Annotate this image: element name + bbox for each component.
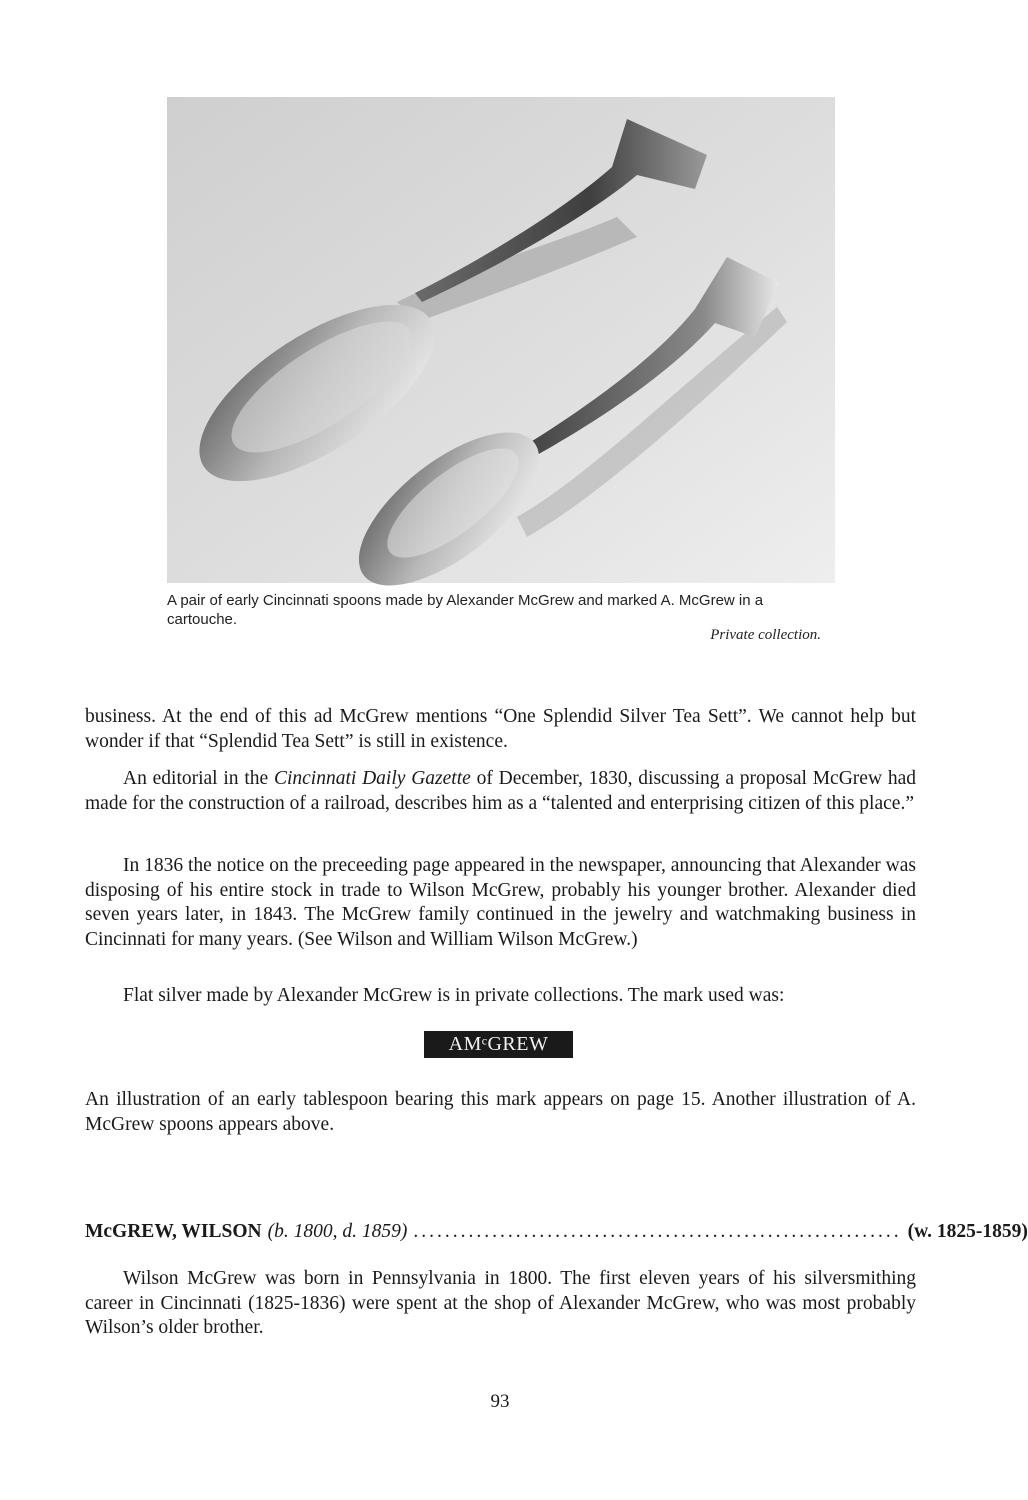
entry-life-dates: (b. 1800, d. 1859) [267,1221,408,1242]
body-paragraph: Flat silver made by Alexander McGrew is in private collections. The mark used was: [123,985,785,1006]
figure-caption: A pair of early Cincinnati spoons made by Alexander McGrew and marked A. McGrew in a cartouche. [167,592,764,628]
page-number: 93 [490,1391,510,1412]
text-run: An editorial in the [123,768,274,789]
maker-mark: AMᶜGREW [424,1031,573,1058]
body-paragraph: An illustration of an early tablespoon bearing this mark appears on page 15. Another illustration of A. McGrew spoons appears above. [85,1089,916,1135]
photo-credit: Private collection. [710,627,821,643]
entry-heading [85,1218,1028,1246]
newspaper-title: Cincinnati Daily Gazette [273,768,471,789]
entry-working-dates: (w. 1825-1859) [907,1221,1028,1242]
entry-name: McGREW, WILSON [85,1221,262,1242]
body-paragraph: In 1836 the notice on the preceeding page appeared in the newspaper, announcing that Alexander was disposing of his entire stock in trade to Wilson McGrew, probably his younger brother. Alexander died seven years later, in 1843. The McGrew family continued in the jewelry and watchmaking business in Cincinnati for many years. (See Wilson and William Wilson McGrew.) [85,855,917,950]
dot-leader: .............................................................. [413,1221,902,1242]
spoons-photograph [167,97,835,583]
body-paragraph [85,767,916,816]
body-paragraph: Wilson McGrew was born in Pennsylvania in 1800. The first eleven years of his silversmithing career in Cincinnati (1825-1836) were spent at the shop of Alexander McGrew, who was most probably Wilson’s older brother. [85,1268,916,1338]
body-paragraph: business. At the end of this ad McGrew mentions “One Splendid Silver Tea Sett”. We cannot help but wonder if that “Splendid Tea Sett” is still in existence. [85,706,916,752]
text-run: of December, 1830, discussing a proposal McGrew had made for the construction of a railroad, describes him as a “talented and enterprising citizen of this place.” [85,768,916,814]
